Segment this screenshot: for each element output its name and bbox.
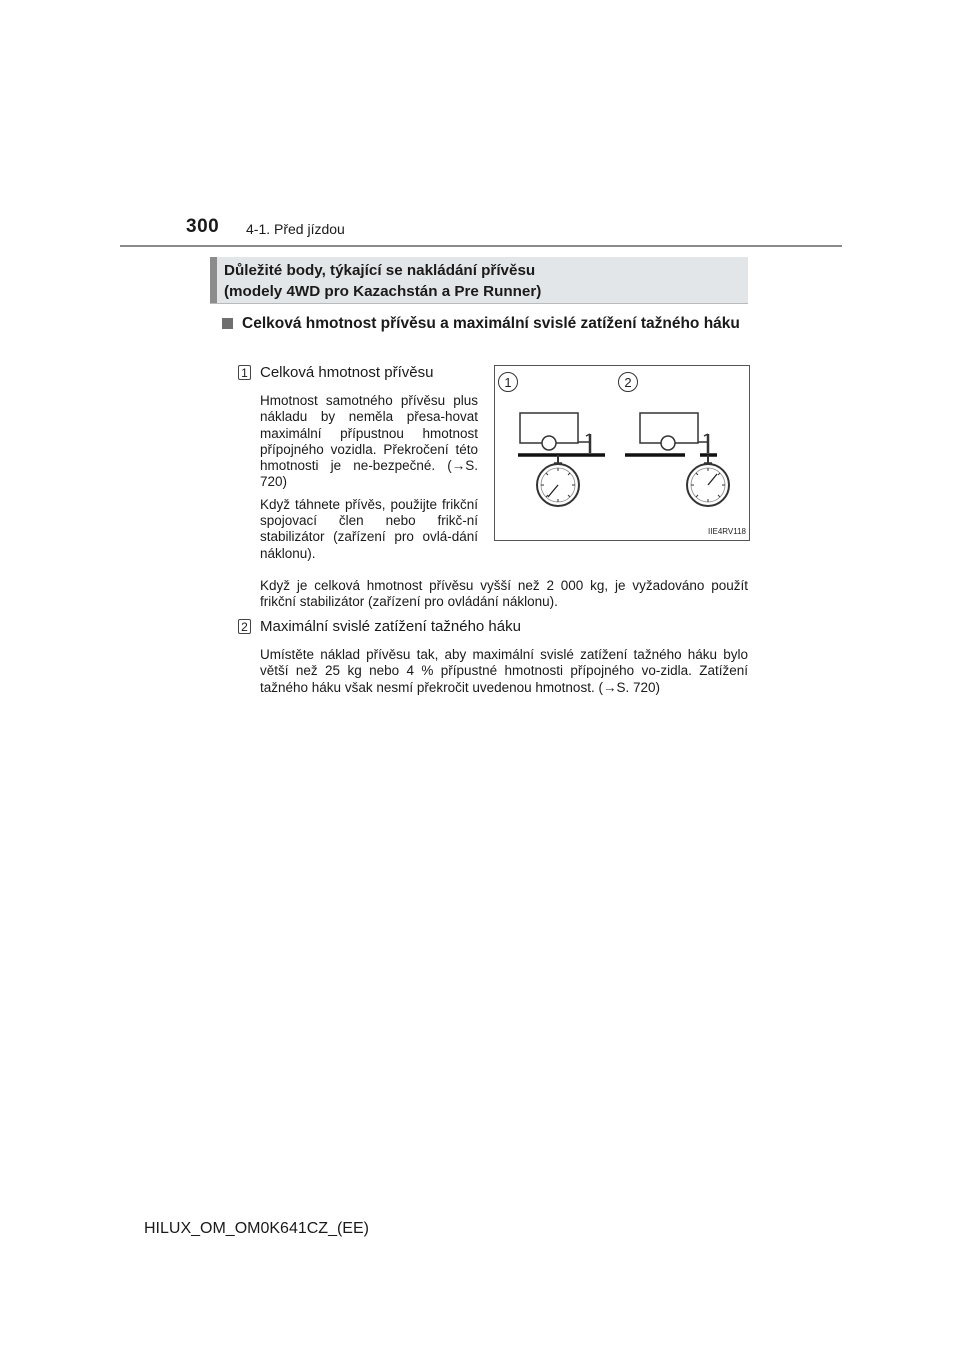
item-1-paragraph-1: Hmotnost samotného přívěsu plus nákladu by neměla přesa-hovat maximální přípustnou hmotnost přípojného vozidla. Překročení této hmotnosti je ne-bezpečné. (→S. 720) [260,393,478,490]
topic-box-underline [210,303,748,304]
item-1-note: Když je celková hmotnost přívěsu vyšší než 2 000 kg, je vyžadováno použít frikční stabilizátor (zařízení pro ovládání náklonu). [260,578,748,610]
figure-label-2 [619,373,638,392]
header-divider [120,245,842,247]
item-2-title: Maximální svislé zatížení tažného háku [260,618,521,635]
figure-code: IIE4RV118 [708,527,746,536]
trailer-scale-illustration [495,366,749,540]
page-number: 300 [186,216,220,237]
figure-label-1 [499,373,518,392]
item-1-paragraph-2: Když táhnete přívěs, použijte frikční spojovací člen nebo frikč-ní stabilizátor (zařízení pro ovlá-dání náklonu). [260,496,478,561]
section-title: 4-1. Před jízdou [246,221,345,237]
topic-line-1: Důležité body, týkající se nakládání přívěsu [224,262,536,279]
topic-box [210,257,748,303]
item-1-text [260,393,478,568]
square-bullet-icon [222,318,233,329]
trailer-load-figure [494,365,750,541]
item-2-text: Umístěte náklad přívěsu tak, aby maximální svislé zatížení tažného háku bylo větší než 25 kg nebo 4 % přípustné hmotnosti přípojného vo-zidla. Zatížení tažného háku však nesmí překročit uvedenou hmotnost. (→S. 720) [260,647,748,695]
item-1-title: Celková hmotnost přívěsu [260,364,434,381]
item-2-badge: 2 [238,619,251,634]
trailer-1-icon [518,413,605,455]
figure-label-2-text: 2 [624,375,632,390]
scale-2-gauge-icon [687,455,729,506]
subsection-heading: Celková hmotnost přívěsu a maximální svislé zatížení tažného háku [242,315,740,332]
document-footer: HILUX_OM_OM0K641CZ_(EE) [144,1220,369,1237]
item-1-badge: 1 [238,365,251,380]
scale-1-gauge-icon [537,455,579,506]
figure-label-1-text: 1 [504,375,512,390]
topic-line-2: (modely 4WD pro Kazachstán a Pre Runner) [224,283,542,300]
trailer-2-icon [625,413,717,455]
